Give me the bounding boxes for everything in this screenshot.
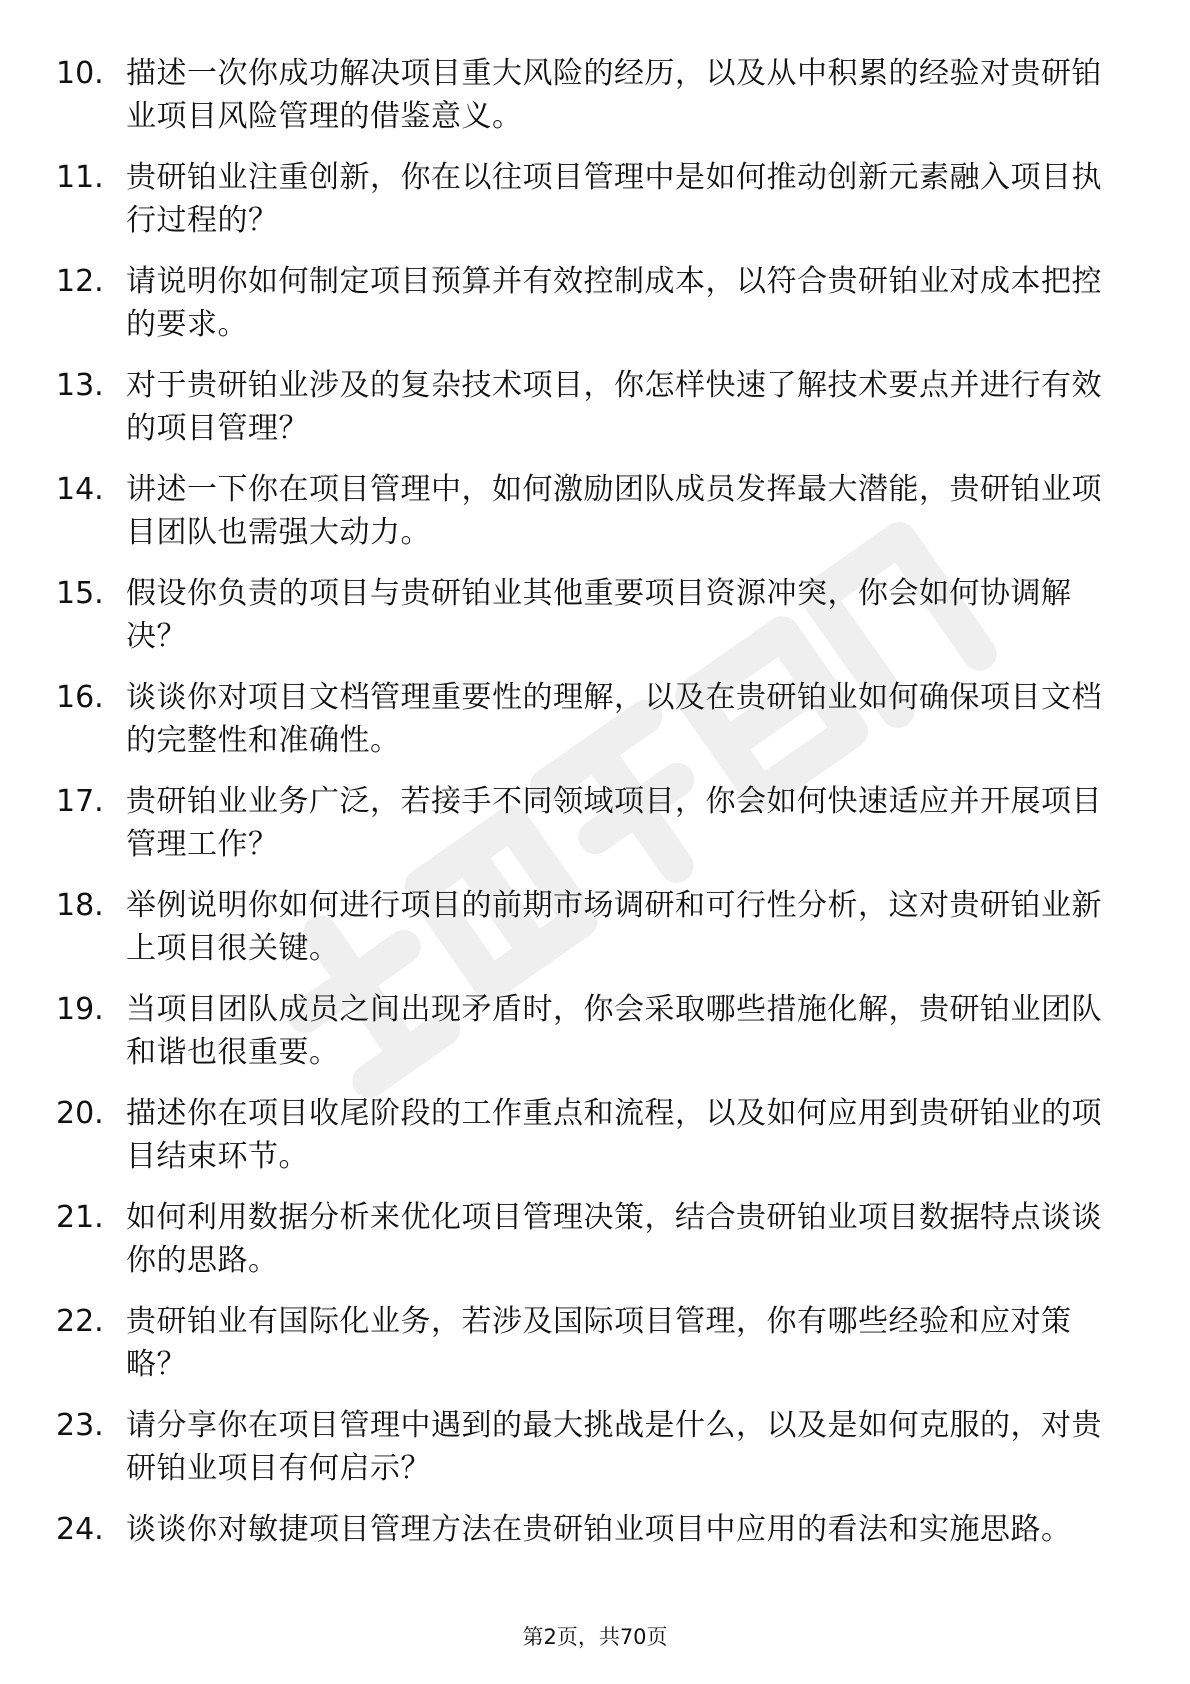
question-item <box>0 260 1190 364</box>
question-number: 19. <box>56 992 104 1027</box>
question-text: 对于贵研铂业涉及的复杂技术项目，你怎样快速了解技术要点并进行有效的项目管理？ <box>126 368 1102 446</box>
question-text: 当项目团队成员之间出现矛盾时，你会采取哪些措施化解，贵研铂业团队和谐也很重要。 <box>126 992 1102 1070</box>
question-item <box>0 1404 1190 1508</box>
question-text: 谈谈你对敏捷项目管理方法在贵研铂业项目中应用的看法和实施思路。 <box>126 1512 1072 1547</box>
question-text: 描述你在项目收尾阶段的工作重点和流程，以及如何应用到贵研铂业的项目结束环节。 <box>126 1096 1102 1174</box>
question-number: 11. <box>56 160 104 195</box>
question-number: 10. <box>56 56 104 91</box>
question-text: 请说明你如何制定项目预算并有效控制成本，以符合贵研铂业对成本把控的要求。 <box>126 264 1102 342</box>
question-item <box>0 52 1190 156</box>
question-number: 16. <box>56 680 104 715</box>
question-item <box>0 676 1190 780</box>
question-text: 贵研铂业业务广泛，若接手不同领域项目，你会如何快速适应并开展项目管理工作？ <box>126 784 1102 862</box>
question-item <box>0 988 1190 1092</box>
question-item <box>0 1092 1190 1196</box>
question-number: 21. <box>56 1200 104 1235</box>
question-number: 23. <box>56 1408 104 1443</box>
question-item <box>0 1196 1190 1300</box>
question-number: 22. <box>56 1304 104 1339</box>
question-item <box>0 1508 1190 1612</box>
question-text: 如何利用数据分析来优化项目管理决策，结合贵研铂业项目数据特点谈谈你的思路。 <box>126 1200 1102 1278</box>
question-text: 假设你负责的项目与贵研铂业其他重要项目资源冲突，你会如何协调解决？ <box>126 576 1072 654</box>
question-number: 24. <box>56 1512 104 1547</box>
question-number: 20. <box>56 1096 104 1131</box>
question-item <box>0 1300 1190 1404</box>
question-item <box>0 572 1190 676</box>
question-text: 请分享你在项目管理中遇到的最大挑战是什么，以及是如何克服的，对贵研铂业项目有何启示？ <box>126 1408 1102 1486</box>
question-text: 举例说明你如何进行项目的前期市场调研和可行性分析，这对贵研铂业新上项目很关键。 <box>126 888 1102 966</box>
question-text: 描述一次你成功解决项目重大风险的经历，以及从中积累的经验对贵研铂业项目风险管理的借鉴意义。 <box>126 56 1102 134</box>
page-number-footer: 第2页，共70页 <box>522 1625 668 1649</box>
question-text: 贵研铂业有国际化业务，若涉及国际项目管理，你有哪些经验和应对策略？ <box>126 1304 1072 1382</box>
question-text: 讲述一下你在项目管理中，如何激励团队成员发挥最大潜能，贵研铂业项目团队也需强大动力。 <box>126 472 1102 550</box>
question-item <box>0 468 1190 572</box>
question-item <box>0 884 1190 988</box>
question-list <box>0 52 1190 1612</box>
question-number: 13. <box>56 368 104 403</box>
question-text: 贵研铂业注重创新，你在以往项目管理中是如何推动创新元素融入项目执行过程的？ <box>126 160 1102 238</box>
question-number: 18. <box>56 888 104 923</box>
question-number: 17. <box>56 784 104 819</box>
question-number: 15. <box>56 576 104 611</box>
question-text: 谈谈你对项目文档管理重要性的理解，以及在贵研铂业如何确保项目文档的完整性和准确性。 <box>126 680 1102 758</box>
question-item <box>0 156 1190 260</box>
question-item <box>0 780 1190 884</box>
question-number: 14. <box>56 472 104 507</box>
question-item <box>0 364 1190 468</box>
question-number: 12. <box>56 264 104 299</box>
